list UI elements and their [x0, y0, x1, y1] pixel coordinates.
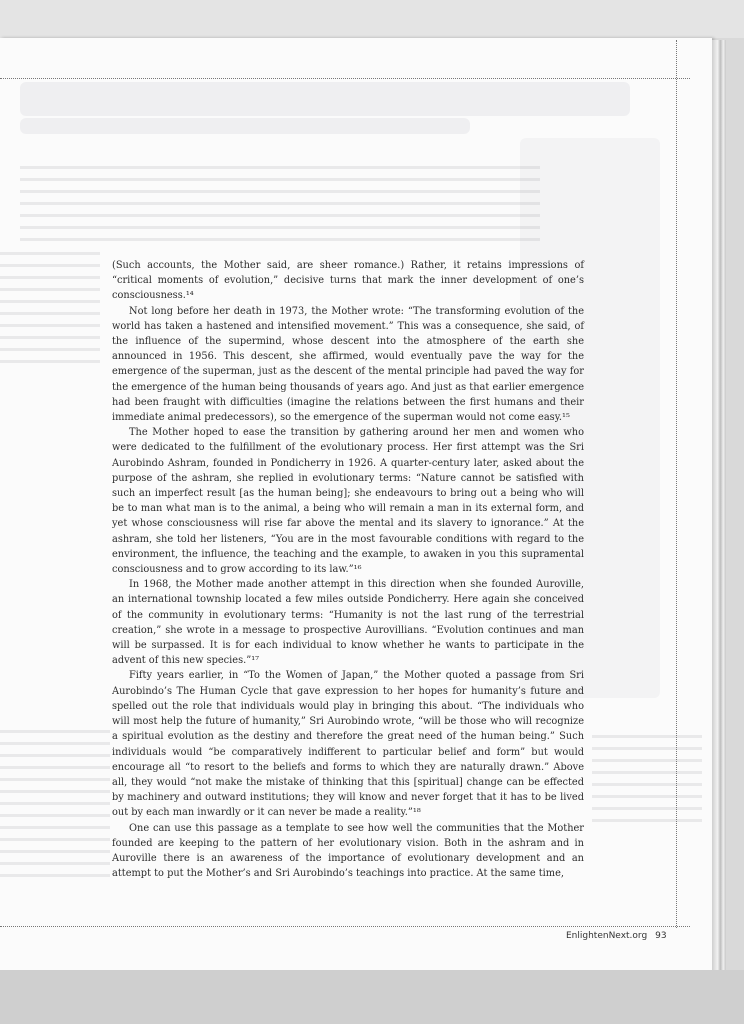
show-through-left-column [0, 252, 100, 372]
show-through-lower-right [592, 735, 702, 825]
paragraph: The Mother hoped to ease the transition by gathering around her men and women who were dedicated to the fulfillment of the evolutionary process. Her first attempt was the Sri Aurobindo Ashram, founded in Pondicherry in 1926. A quarter-century later, asked about the purpose of the ashram, she replied in evolutionary terms: “Nature cannot be satisfied with such an imperfect result [as the human being]; she endeavours to bring out a being who will be to man what man is to the animal, a being who will remain a man in its external form, and yet whose consciousness will rise far above the mental and its slavery to ignorance.” At the ashram, she told her listeners, “You are in the most favourable conditions with regard to the environment, the influence, the teaching and the example, to awaken in you this supramental consciousness and to grow according to its law.”¹⁶ [112, 427, 584, 576]
trim-line-right [676, 40, 677, 928]
show-through-text-block [20, 166, 540, 250]
trim-line-bottom [0, 926, 690, 927]
paragraph: Not long before her death in 1973, the Mother wrote: “The transforming evolution of the world has taken a hastened and intensified movement.” This was a consequence, she said, of the influence of the supermind, whose descent into the atmosphere of the earth she announced in 1956. This descent, she affirmed, would eventually pave the way for the emergence of the superman, just as the descent of the mental principle had paved the way for the emergence of the human being thousands of years ago. And just as that earlier emergence had been fraught with difficulties (imagine the relations between the first humans and their immediate animal predecessors), so the emergence of the superman would not come easy.¹⁵ [112, 305, 584, 424]
show-through-subheading [20, 118, 470, 134]
page-stack-edge [712, 40, 726, 970]
show-through-heading [20, 82, 630, 116]
trim-line-top [0, 78, 690, 79]
paragraph: One can use this passage as a template to see how well the communities that the Mother founded are keeping to the pattern of her evolutionary vision. Both in the ashram and in Auroville there is an awareness of the importance of evolutionary development and an attempt to put the Mother’s and Sri Aurobindo’s teachings into practice. At the same time, [112, 822, 584, 880]
article-body [112, 258, 584, 881]
paragraph: In 1968, the Mother made another attempt in this direction when she founded Auroville, an international township located a few miles outside Pondicherry. Here again she conceived of the community in evolutionary terms: “Humanity is not the last rung of the terrestrial creation,” she wrote in a message to prospective Aurovillians. “Evolution continues and man will be surpassed. It is for each individual to know whether he wants to participate in the advent of this new species.”¹⁷ [112, 579, 584, 667]
scan-background-bottom [0, 970, 744, 1024]
paragraph: Fifty years earlier, in “To the Women of Japan,” the Mother quoted a passage from Sri Aurobindo’s The Human Cycle that gave expression to her hopes for humanity’s future and spelled out the role that individuals would play in bringing this about. “The individuals who will most help the future of humanity,” Sri Aurobindo wrote, “will be those who will recognize a spiritual evolution as the destiny and therefore the great need of the human being.” Such individuals would “be comparatively indifferent to particular belief and form” but would encourage all “to resort to the beliefs and forms to which they are naturally drawn.” Above all, they would “not make the mistake of thinking that this [spiritual] change can be effected by machinery and outward institutions; they will know and never forget that it has to be lived out by each man inwardly or it can never be made a reality.”¹⁸ [112, 670, 584, 819]
page-footer [566, 931, 680, 945]
paragraph: (Such accounts, the Mother said, are sheer romance.) Rather, it retains impressions of “critical moments of evolution,” decisive turns that mark the inner development of one’s consciousness.¹⁴ [112, 260, 584, 302]
page-number: 93 [655, 931, 667, 941]
footer-site: EnlightenNext.org [566, 931, 648, 941]
show-through-lower-block [0, 730, 110, 880]
scan-background-top [0, 0, 744, 38]
